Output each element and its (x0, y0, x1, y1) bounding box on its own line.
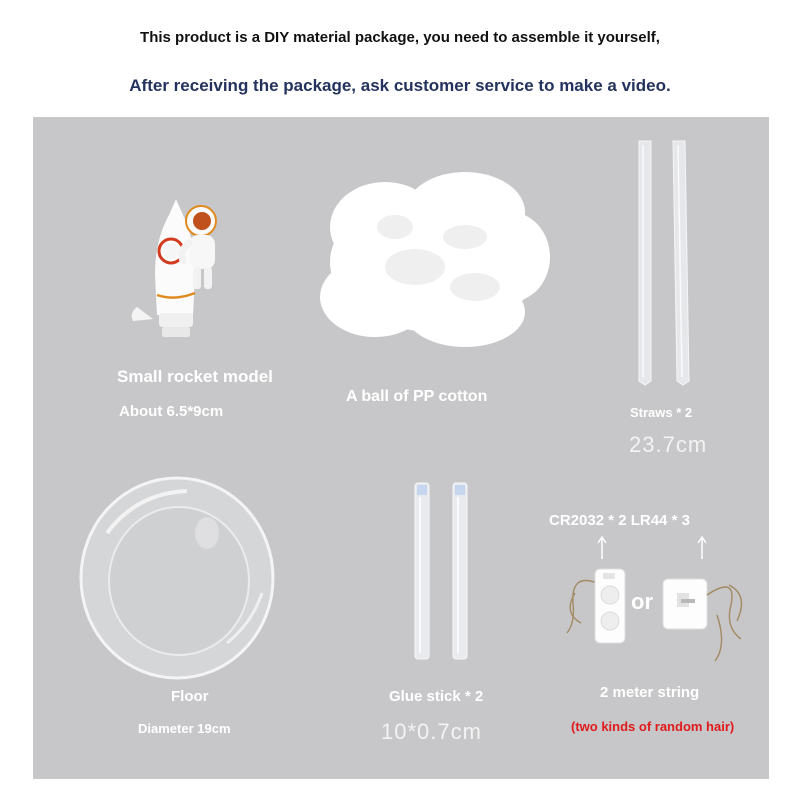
random-hair-note: (two kinds of random hair) (571, 719, 735, 734)
rocket-name-label: Small rocket model (117, 367, 273, 386)
light-string-button-battery-image (657, 565, 757, 665)
product-panel (33, 117, 769, 779)
arrow-up-icon (696, 535, 708, 561)
light-string-name-label: 2 meter string (600, 684, 700, 701)
arrow-up-icon (596, 535, 608, 561)
straws-length-label: 23.7cm (629, 432, 708, 457)
floor-size-label: Diameter 19cm (138, 721, 231, 736)
floor-plate-image (77, 473, 277, 683)
header-line-1: This product is a DIY material package, you need to assemble it yourself, (140, 29, 660, 46)
straws-name-label: Straws * 2 (630, 405, 693, 420)
pp-cotton-image (315, 167, 555, 357)
straws-image (631, 135, 701, 387)
glue-size-label: 10*0.7cm (381, 719, 482, 744)
rocket-model-image (129, 195, 239, 345)
light-string-coin-battery-image (561, 563, 641, 653)
floor-name-label: Floor (171, 688, 209, 705)
glue-name-label: Glue stick * 2 (389, 688, 484, 705)
glue-sticks-image (409, 481, 479, 663)
rocket-size-label: About 6.5*9cm (119, 403, 224, 420)
battery-spec-label: CR2032 * 2 LR44 * 3 (549, 512, 690, 529)
cotton-name-label: A ball of PP cotton (346, 388, 488, 405)
or-label: or (631, 589, 653, 614)
header-line-2: After receiving the package, ask customer service to make a video. (129, 76, 671, 95)
